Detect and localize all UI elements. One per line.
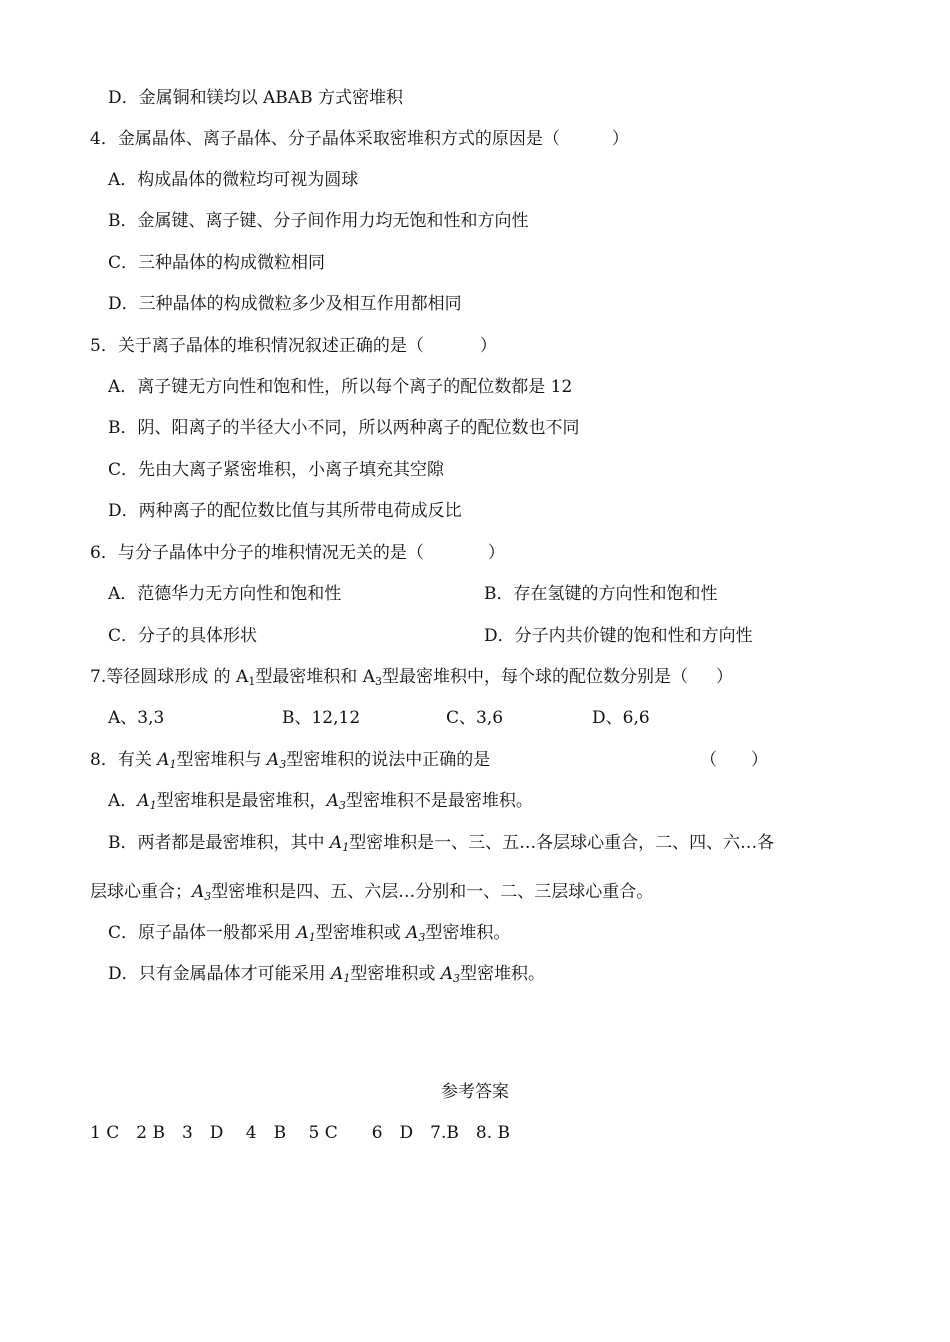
q8-symbol-a: A: [329, 833, 343, 853]
q6-stem-text: 6．与分子晶体中分子的堆积情况无关的是（: [90, 543, 424, 563]
q8-sub-1: 1: [169, 758, 177, 771]
q6-option-b: B．存在氢键的方向性和饱和性: [484, 584, 718, 604]
q8-sub-1: 1: [342, 841, 350, 854]
q8-option-a-label: A．: [108, 791, 138, 811]
q6-option-c: C．分子的具体形状: [108, 626, 258, 646]
q8-option-d-text3: 型密堆积。: [460, 964, 546, 984]
q6-option-d: D．分子内共价键的饱和性和方向性: [484, 626, 753, 646]
q8-symbol-a: A: [331, 964, 344, 984]
q7-option-b: B、12,12: [282, 708, 361, 728]
q6-answer-close: ）: [487, 543, 505, 563]
q8-sub-3: 3: [279, 758, 287, 771]
answers-line: 1 C 2 B 3 D 4 B 5 C 6 D 7.B 8. B: [90, 1123, 511, 1143]
q8-stem-part2: 型密堆积与: [176, 750, 267, 770]
q8-symbol-a: A: [266, 750, 280, 770]
q8-sub-1: 1: [308, 931, 316, 944]
q4-option-d: D．三种晶体的构成微粒多少及相互作用都相同: [108, 294, 462, 314]
q8-sub-1: 1: [149, 799, 157, 812]
q5-option-a: A．离子键无方向性和饱和性，所以每个离子的配位数都是 12: [108, 377, 573, 397]
q8-sub-3: 3: [453, 972, 461, 985]
q8-option-d-text2: 型密堆积或: [350, 964, 441, 984]
q8-option-a-text2: 型密堆积不是最密堆积。: [345, 791, 533, 811]
q4-stem: [90, 127, 629, 151]
q8-symbol-a: A: [296, 923, 309, 943]
q8-stem-part1: 8．有关: [90, 750, 158, 770]
q8-option-d: [108, 962, 545, 986]
q7-stem-part1: 7.等径圆球形成 的 A: [90, 667, 249, 687]
q8-option-c-text1: C．原子晶体一般都采用: [108, 923, 297, 943]
q8-option-b-continued: [90, 880, 653, 904]
q8-stem-part3: 型密堆积的说法中正确的是: [286, 750, 491, 770]
q8-option-b: [108, 831, 774, 855]
q8-option-c: [108, 921, 510, 945]
q8-option-b-text3: 层球心重合；: [90, 882, 192, 902]
q4-answer-close: ）: [611, 129, 629, 149]
q8-symbol-a: A: [440, 964, 454, 984]
q5-answer-close: ）: [479, 336, 497, 356]
q7-option-d: D、6,6: [592, 708, 650, 728]
q5-option-b: B．阴、阳离子的半径大小不同，所以两种离子的配位数也不同: [108, 418, 580, 438]
q8-option-b-text1: B．两者都是最密堆积，其中: [108, 833, 330, 853]
q8-sub-3: 3: [418, 931, 426, 944]
q4-option-a: A．构成晶体的微粒均可视为圆球: [108, 170, 359, 190]
q8-symbol-a: A: [406, 923, 419, 943]
q8-option-b-text2: 型密堆积是一、三、五…各层球心重合，二、四、六…各: [349, 833, 775, 853]
q7-option-a: A、3,3: [108, 708, 165, 728]
q8-answer-paren: （ ）: [700, 750, 768, 770]
q6-stem: [90, 541, 505, 565]
q7-stem-part3: 型最密堆积中，每个球的配位数分别是（: [382, 667, 688, 687]
q7-stem: [90, 665, 733, 689]
q4-stem-text: 4．金属晶体、离子晶体、分子晶体采取密堆积方式的原因是（: [90, 129, 560, 149]
answers-title: 参考答案: [441, 1082, 509, 1102]
q8-option-c-text3: 型密堆积。: [425, 923, 511, 943]
q8-stem: [90, 748, 490, 772]
q7-answer-close: ）: [716, 667, 733, 687]
q8-sub-1: 1: [343, 972, 351, 985]
q8-option-a-text1: 型密堆积是最密堆积，: [156, 791, 327, 811]
q8-option-b-text4: 型密堆积是四、五、六层…分别和一、二、三层球心重合。: [211, 882, 654, 902]
q3-option-d: D．金属铜和镁均以 ABAB 方式密堆积: [108, 88, 403, 108]
q8-symbol-a: A: [192, 882, 205, 902]
q8-symbol-a: A: [326, 791, 339, 811]
q6-option-a: A．范德华力无方向性和饱和性: [108, 584, 342, 604]
q5-stem: [90, 334, 497, 358]
q4-option-b: B．金属键、离子键、分子间作用力均无饱和性和方向性: [108, 211, 529, 231]
q8-symbol-a: A: [137, 791, 150, 811]
q8-sub-3: 3: [204, 890, 212, 903]
q8-option-c-text2: 型密堆积或: [315, 923, 407, 943]
q7-sub-3: 3: [375, 675, 382, 688]
q8-option-a: [108, 789, 533, 813]
q8-option-d-text1: D．只有金属晶体才可能采用: [108, 964, 332, 984]
q5-stem-text: 5．关于离子晶体的堆积情况叙述正确的是（: [90, 336, 424, 356]
q7-sub-1: 1: [248, 675, 256, 688]
q5-option-d: D．两种离子的配位数比值与其所带电荷成反比: [108, 501, 462, 521]
q7-option-c: C、3,6: [446, 708, 504, 728]
q8-sub-3: 3: [338, 799, 346, 812]
q8-symbol-a: A: [157, 750, 170, 770]
q7-stem-part2: 型最密堆积和 A: [255, 667, 375, 687]
q4-option-c: C．三种晶体的构成微粒相同: [108, 253, 326, 273]
q5-option-c: C．先由大离子紧密堆积，小离子填充其空隙: [108, 460, 445, 480]
